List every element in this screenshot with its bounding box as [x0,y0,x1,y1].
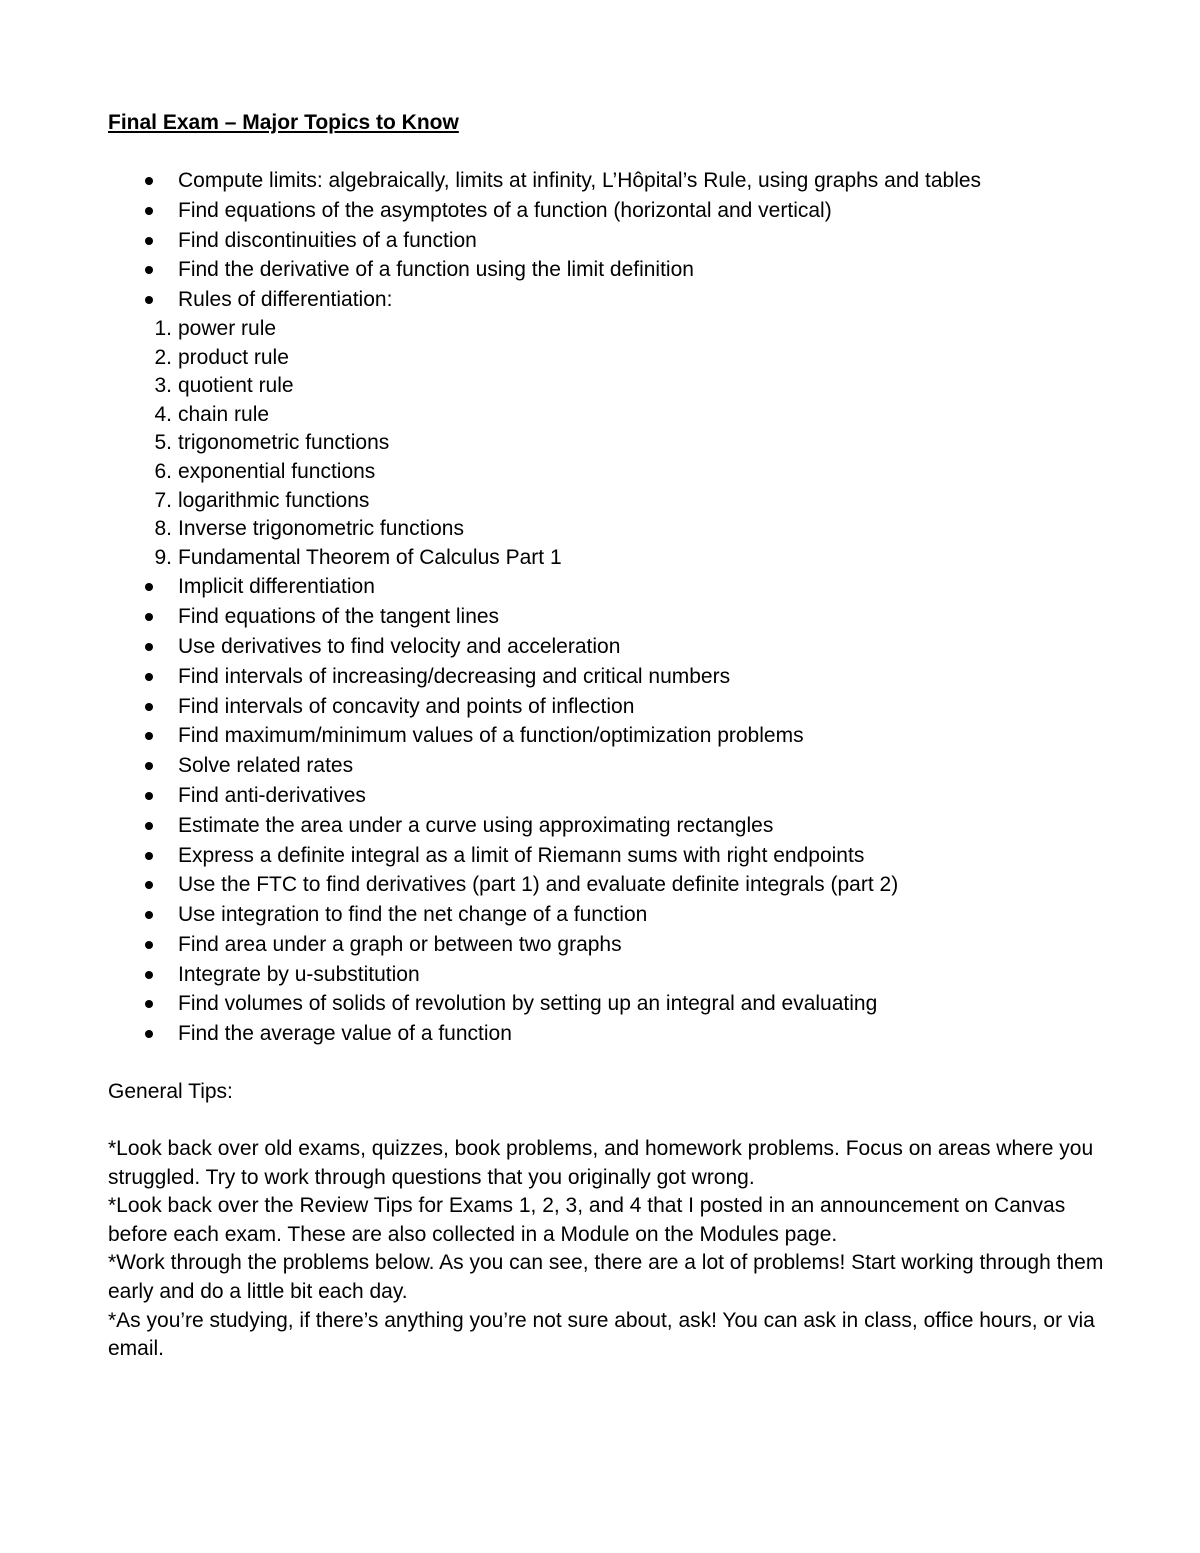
list-item [108,870,1108,900]
rule-number: 5. [154,431,172,455]
list-item [108,255,1108,285]
tip-paragraph: *As you’re studying, if there’s anything you’re not sure about, ask! You can ask in class, office hours, or via email. [108,1308,1095,1361]
list-item [108,781,1108,811]
list-item [108,662,1108,692]
topic-text: Find equations of the tangent lines [178,605,500,629]
bullet-icon [145,613,153,621]
list-item [108,960,1108,990]
topic-text: Use integration to find the net change of a function [178,903,648,927]
list-item [108,315,1108,344]
rule-number: 2. [154,345,172,369]
list-item [108,487,1108,516]
bullet-icon [145,971,153,979]
rule-text: Fundamental Theorem of Calculus Part 1 [178,545,562,569]
list-item [108,372,1108,401]
topic-text: Estimate the area under a curve using approximating rectangles [178,813,774,837]
bullet-icon [145,177,153,185]
list-item [108,515,1108,544]
list-item [108,344,1108,373]
bullet-icon [145,762,153,770]
bullet-icon [145,703,153,711]
tip-paragraph: *Look back over the Review Tips for Exams 1, 2, 3, and 4 that I posted in an announcement on Canvas before each exam. These are also collected in a Module on the Modules page. [108,1194,1066,1246]
topic-text: Find equations of the asymptotes of a function (horizontal and vertical) [178,198,832,222]
bullet-icon [145,822,153,830]
list-item [108,751,1108,781]
rule-number: 9. [154,545,172,569]
rule-number: 1. [154,316,172,340]
list-item [108,166,1108,196]
list-item [108,841,1108,871]
tip-paragraph: *Work through the problems below. As you can see, there are a lot of problems! Start working through them early and do a little bit each day. [108,1251,1104,1304]
list-item [108,544,1108,573]
bullet-icon [145,911,153,919]
rule-number: 7. [154,488,172,512]
bullet-icon [145,852,153,860]
topic-text: Solve related rates [178,754,354,778]
bullet-icon [145,266,153,274]
bullet-icon [145,296,153,304]
topic-text: Rules of differentiation: [178,288,393,312]
document-page [108,108,1108,1364]
rule-number: 3. [154,374,172,398]
bullet-icon [145,941,153,949]
rule-number: 8. [154,517,172,541]
list-item [108,401,1108,430]
topics-list [108,166,1108,1049]
rule-number: 6. [154,459,172,483]
topic-text: Find intervals of concavity and points of inflection [178,694,635,718]
bullet-icon [145,237,153,245]
rule-text: Inverse trigonometric functions [178,517,464,541]
tip-paragraph: *Look back over old exams, quizzes, book problems, and homework problems. Focus on areas where you struggled. Try to work through questions that you originally got wrong. [108,1137,1094,1189]
rule-text: logarithmic functions [178,488,370,512]
topic-text: Implicit differentiation [178,575,375,599]
topic-text: Integrate by u-substitution [178,962,420,986]
document-title: Final Exam – Major Topics to Know [108,111,459,134]
list-item [108,572,1108,602]
bullet-icon [145,643,153,651]
rule-text: power rule [178,316,277,340]
rule-text: product rule [178,345,289,369]
bullet-icon [145,583,153,591]
bullet-icon [145,1000,153,1008]
rule-text: quotient rule [178,374,294,398]
bullet-icon [145,792,153,800]
list-item [108,989,1108,1019]
topic-text: Use the FTC to find derivatives (part 1) and evaluate definite integrals (part 2) [178,873,899,897]
list-item [108,1019,1108,1049]
list-item [108,429,1108,458]
rule-text: trigonometric functions [178,431,390,455]
topic-text: Find discontinuities of a function [178,228,477,252]
rule-text: chain rule [178,402,270,426]
topic-text: Find the derivative of a function using the limit definition [178,258,694,282]
list-item [108,900,1108,930]
bullet-icon [145,732,153,740]
list-item [108,811,1108,841]
list-item [108,692,1108,722]
list-item [108,632,1108,662]
list-item [108,721,1108,751]
topic-text: Use derivatives to find velocity and acceleration [178,634,621,658]
list-item [108,226,1108,256]
bullet-icon [145,881,153,889]
list-item [108,602,1108,632]
topic-text: Find the average value of a function [178,1022,512,1046]
list-item [108,196,1108,226]
topic-text: Compute limits: algebraically, limits at infinity, L’Hôpital’s Rule, using graphs and tables [178,169,982,192]
topic-text: Find area under a graph or between two graphs [178,932,622,956]
list-item [108,458,1108,487]
differentiation-rules-list [108,315,1108,572]
topic-text: Find volumes of solids of revolution by setting up an integral and evaluating [178,992,878,1016]
tips-heading: General Tips: [108,1080,233,1104]
tips-section [108,1135,1108,1364]
list-item [108,285,1108,572]
topic-text: Find maximum/minimum values of a function/optimization problems [178,724,804,748]
topic-text: Express a definite integral as a limit of Riemann sums with right endpoints [178,843,865,867]
bullet-icon [145,1030,153,1038]
topic-text: Find intervals of increasing/decreasing and critical numbers [178,664,731,688]
bullet-icon [145,673,153,681]
rule-text: exponential functions [178,459,376,483]
rule-number: 4. [154,402,172,426]
list-item [108,930,1108,960]
bullet-icon [145,207,153,215]
topic-text: Find anti-derivatives [178,783,366,807]
